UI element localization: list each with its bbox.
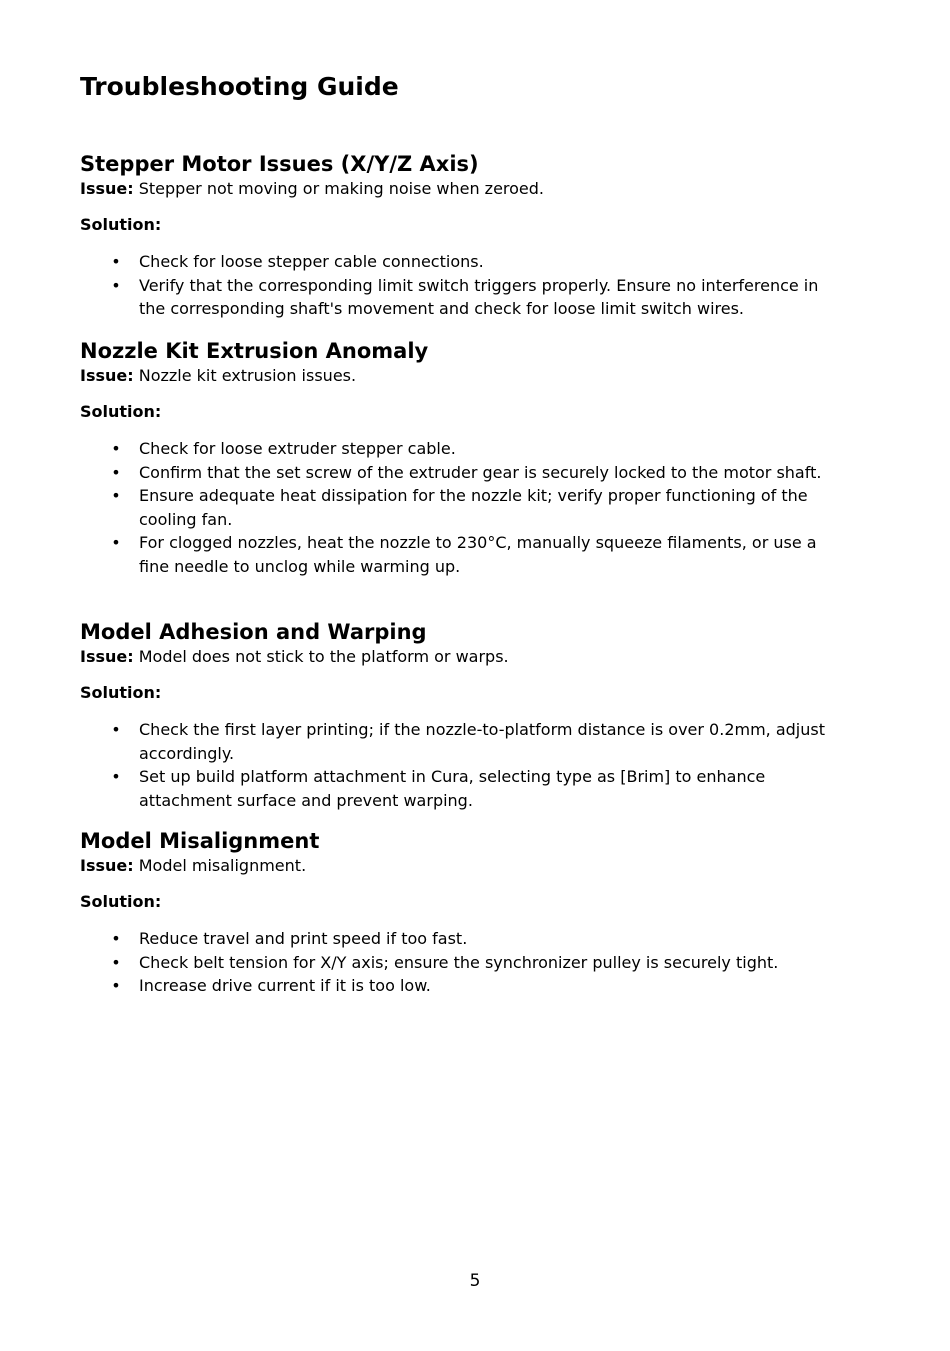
issue-text: Nozzle kit extrusion issues.: [138, 366, 357, 385]
solution-label: Solution:: [80, 683, 162, 702]
solution-list: [80, 927, 840, 998]
issue-label: Issue:: [80, 179, 134, 198]
issue-label: Issue:: [80, 856, 134, 875]
list-item: [80, 974, 840, 998]
solution-label: Solution:: [80, 892, 162, 911]
document-page: [80, 70, 840, 995]
list-item: [80, 484, 840, 531]
section-title: Stepper Motor Issues (X/Y/Z Axis): [80, 152, 479, 176]
bullet-icon: •: [111, 976, 121, 995]
issue-line: [80, 646, 840, 668]
bullet-icon: •: [111, 767, 121, 786]
page-number: 5: [469, 1271, 481, 1291]
list-item: [80, 437, 840, 461]
bullet-icon: •: [111, 720, 121, 739]
solution-text: Ensure adequate heat dissipation for the nozzle kit; verify proper functioning of the cooling fan.: [139, 486, 808, 529]
section-stepper-motor: [80, 150, 840, 321]
list-item: [80, 765, 840, 812]
list-item: [80, 274, 840, 321]
solution-list: [80, 718, 840, 812]
solution-label: Solution:: [80, 215, 162, 234]
page-title: Troubleshooting Guide: [80, 72, 399, 101]
solution-text: Increase drive current if it is too low.: [139, 976, 431, 995]
list-item: [80, 718, 840, 765]
solution-text: Check for loose extruder stepper cable.: [139, 439, 456, 458]
solution-text: For clogged nozzles, heat the nozzle to 230°C, manually squeeze filaments, or use a fine needle to unclog while warming up.: [139, 533, 817, 576]
issue-label: Issue:: [80, 647, 134, 666]
solution-text: Confirm that the set screw of the extruder gear is securely locked to the motor shaft.: [139, 462, 822, 482]
section-title: Nozzle Kit Extrusion Anomaly: [80, 339, 429, 363]
issue-text: Model misalignment.: [138, 856, 307, 875]
solution-label: Solution:: [80, 402, 162, 421]
list-item: [80, 951, 840, 975]
bullet-icon: •: [111, 486, 121, 505]
solution-text: Check the first layer printing; if the nozzle-to-platform distance is over 0.2mm, adjust accordingly.: [139, 720, 825, 763]
section-model-misalignment: [80, 827, 840, 998]
issue-text: Model does not stick to the platform or warps.: [138, 647, 509, 666]
solution-list: [80, 250, 840, 321]
section-model-adhesion: [80, 618, 840, 812]
bullet-icon: •: [111, 439, 121, 458]
issue-label: Issue:: [80, 366, 134, 385]
bullet-icon: •: [111, 533, 121, 552]
bullet-icon: •: [111, 929, 121, 948]
bullet-icon: •: [111, 275, 121, 295]
bullet-icon: •: [111, 952, 121, 972]
list-item: [80, 927, 840, 951]
list-item: [80, 461, 840, 485]
issue-line: [80, 178, 840, 200]
list-item: [80, 531, 840, 578]
list-item: [80, 250, 840, 274]
solution-text: Reduce travel and print speed if too fast.: [139, 929, 468, 948]
solution-list: [80, 437, 840, 578]
issue-line: [80, 855, 840, 877]
solution-text: Set up build platform attachment in Cura, selecting type as [Brim] to enhance attachment surface and prevent warping.: [139, 767, 766, 810]
solution-text: Check belt tension for X/Y axis; ensure the synchronizer pulley is securely tight.: [139, 952, 779, 972]
section-title: Model Misalignment: [80, 829, 320, 853]
bullet-icon: •: [111, 462, 121, 482]
section-nozzle-kit: [80, 337, 840, 578]
solution-text: Verify that the corresponding limit switch triggers properly. Ensure no interference in the corresponding shaft's movement and check for loose limit switch wires.: [139, 275, 819, 318]
bullet-icon: •: [111, 252, 121, 271]
issue-line: [80, 365, 840, 387]
issue-text: Stepper not moving or making noise when zeroed.: [138, 179, 545, 198]
solution-text: Check for loose stepper cable connections.: [139, 252, 484, 271]
section-title: Model Adhesion and Warping: [80, 620, 427, 644]
